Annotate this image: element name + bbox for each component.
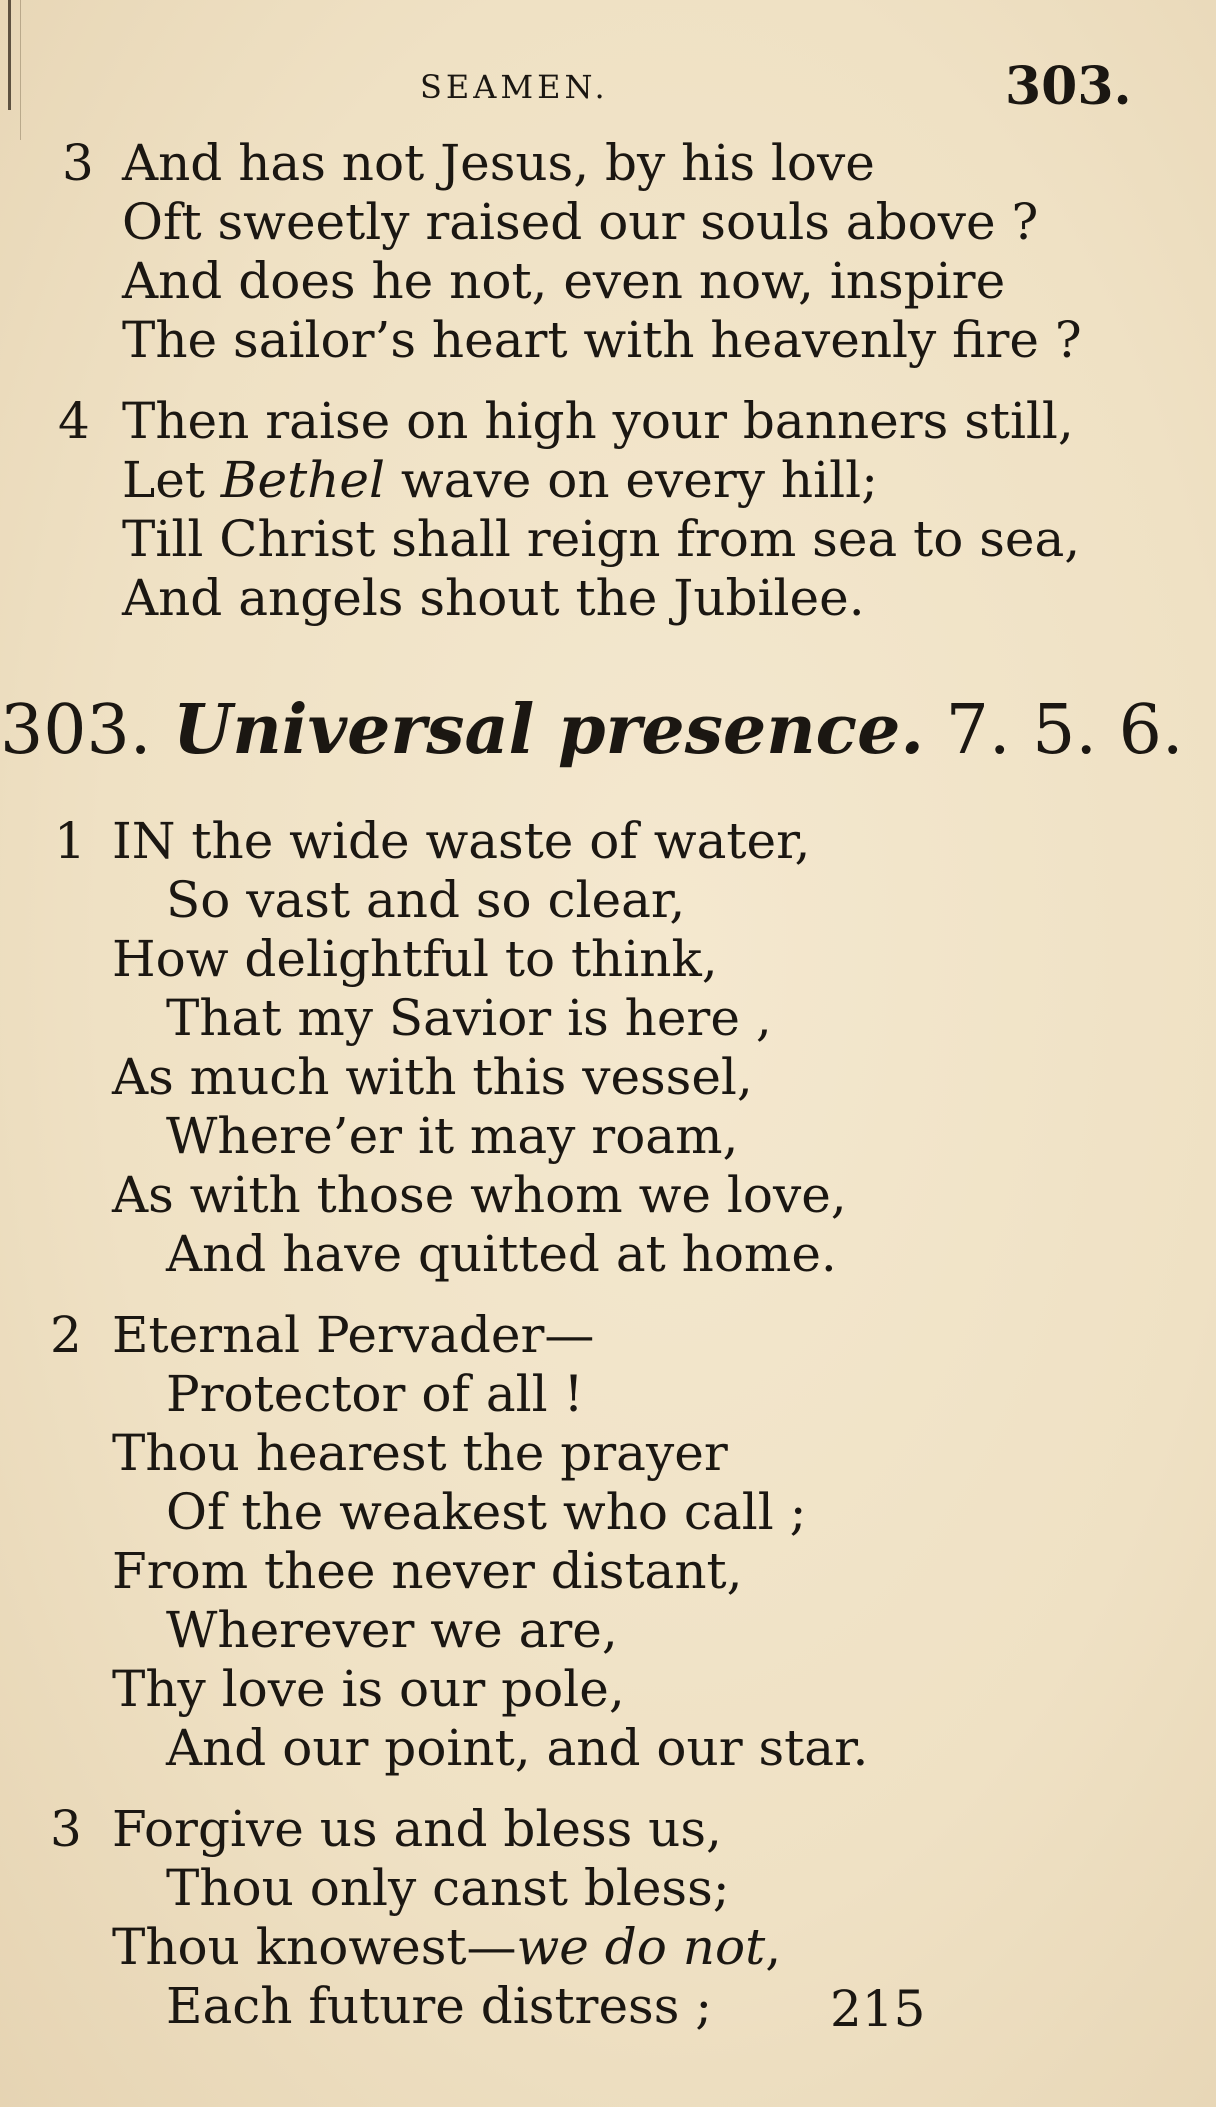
verse-line: Then raise on high your banners still,: [122, 392, 1074, 450]
verse-text: wave on every hill;: [385, 451, 878, 509]
page-number: 215: [830, 1980, 926, 2038]
hymn-number-header: 303.: [1005, 56, 1132, 117]
running-head: SEAMEN.: [420, 68, 609, 106]
verse-line: Forgive us and bless us,: [112, 1800, 722, 1858]
verse-line: Thy love is our pole,: [112, 1660, 625, 1718]
verse-line: Eternal Pervader—: [112, 1306, 595, 1364]
verse-line: And has not Jesus, by his love: [122, 134, 875, 192]
verse-line: Of the weakest who call ;: [166, 1483, 807, 1541]
verse-line: Thou only canst bless;: [166, 1859, 730, 1917]
verse-line: As with those whom we love,: [112, 1166, 847, 1224]
page-edge-rule: [8, 0, 11, 110]
verse-text: Let: [122, 451, 221, 509]
verse-number: 4: [58, 392, 90, 450]
verse-number: 1: [54, 812, 86, 870]
verse-line: [122, 451, 878, 509]
verse-number: 3: [62, 134, 94, 192]
verse-line: Wherever we are,: [166, 1601, 618, 1659]
verse-line: [112, 1918, 781, 1976]
hymn-meter: 7. 5. 6.: [945, 691, 1184, 770]
verse-line: Thou hearest the prayer: [112, 1424, 728, 1482]
verse-line: Each future distress ;: [166, 1977, 713, 2035]
verse-line: As much with this vessel,: [112, 1048, 753, 1106]
verse-line: How delightful to think,: [112, 930, 718, 988]
hymn-name: Universal presence.: [173, 690, 925, 770]
verse-line: So vast and so clear,: [166, 871, 686, 929]
verse-number: 3: [50, 1800, 82, 1858]
italic-word: Bethel: [220, 451, 385, 509]
verse-line: IN the wide waste of water,: [112, 812, 811, 870]
verse-line: And angels shout the Jubilee.: [122, 569, 865, 627]
verse-line: And have quitted at home.: [166, 1225, 837, 1283]
hymn-number: 303.: [0, 691, 152, 770]
verse-line: That my Savior is here ,: [166, 989, 772, 1047]
verse-line: Oft sweetly raised our souls above ?: [122, 193, 1039, 251]
verse-line: Till Christ shall reign from sea to sea,: [122, 510, 1081, 568]
verse-line: Where’er it may roam,: [166, 1107, 739, 1165]
italic-words: we do not: [516, 1918, 766, 1976]
verse-line: The sailor’s heart with heavenly fire ?: [122, 311, 1082, 369]
verse-line: Protector of all !: [166, 1365, 584, 1423]
page-edge-shadow: [20, 0, 21, 140]
verse-text: ,: [765, 1918, 782, 1976]
verse-text: Thou knowest—: [112, 1918, 517, 1976]
verse-number: 2: [50, 1306, 82, 1364]
verse-line: And does he not, even now, inspire: [122, 252, 1006, 310]
verse-line: From thee never distant,: [112, 1542, 743, 1600]
verse-line: And our point, and our star.: [166, 1719, 869, 1777]
hymn-title: [0, 690, 1184, 771]
